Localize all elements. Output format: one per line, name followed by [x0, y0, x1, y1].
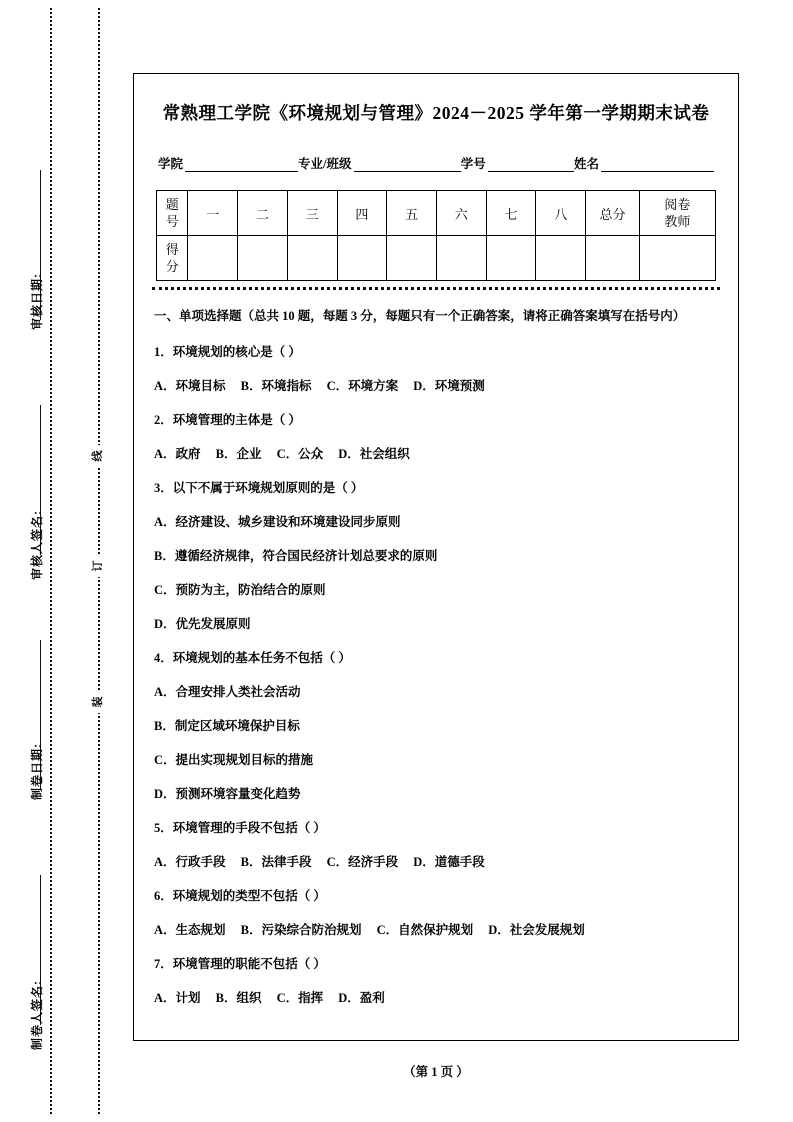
option-4-d[interactable]: D．预测环境容量变化趋势	[154, 787, 301, 801]
row-header-score	[157, 236, 188, 281]
option-5-a[interactable]: A．行政手段	[154, 855, 226, 869]
page-footer: （第 1 页 ）	[403, 1065, 469, 1079]
field-label-student-id: 学号	[460, 157, 486, 171]
option-2-a[interactable]: A．政府	[154, 447, 201, 461]
label-audit-date: 审核日期:	[30, 273, 44, 330]
field-label-college: 学院	[158, 157, 184, 171]
row-header-question-number-ch2: 号	[165, 214, 179, 229]
option-5-d[interactable]: D．道德手段	[413, 855, 485, 869]
option-6-b[interactable]: B．污染综合防治规划	[240, 923, 362, 937]
option-4-a[interactable]: A．合理安排人类社会活动	[154, 685, 301, 699]
option-1-b[interactable]: B．环境指标	[240, 379, 312, 393]
exam-sheet-border	[133, 73, 739, 1041]
table-row-scores	[157, 236, 716, 281]
seal-dotted-line-outer	[50, 8, 52, 1114]
field-label-major-class: 专业/班级	[298, 157, 352, 171]
label-auditor-signature: 审核人签名:	[30, 510, 44, 580]
score-col-header-4: 四	[337, 191, 387, 236]
option-5-b[interactable]: B．法律手段	[240, 855, 312, 869]
score-cell-1[interactable]	[188, 236, 238, 281]
grader-label-ch2: 教师	[664, 214, 691, 229]
row-header-score-ch2: 分	[165, 259, 179, 274]
score-cell-6[interactable]	[436, 236, 486, 281]
question-stem-3: 3．以下不属于环境规划原则的是（ ）	[154, 481, 364, 495]
row-header-score-ch1: 得	[165, 242, 179, 257]
option-3-d[interactable]: D．优先发展原则	[154, 617, 251, 631]
option-2-b[interactable]: B．企业	[215, 447, 262, 461]
question-options-6	[154, 919, 718, 942]
question-stem-2: 2．环境管理的主体是（ ）	[154, 413, 301, 427]
option-6-a[interactable]: A．生态规划	[154, 923, 226, 937]
row-header-question-number-ch1: 题	[165, 197, 179, 212]
option-4-c[interactable]: C．提出实现规划目标的措施	[154, 753, 314, 767]
option-6-c[interactable]: C．自然保护规划	[376, 923, 474, 937]
option-3-c[interactable]: C．预防为主，防治结合的原则	[154, 583, 326, 597]
question-stem-7: 7．环境管理的职能不包括（ ）	[154, 957, 326, 971]
option-6-d[interactable]: D．社会发展规划	[488, 923, 585, 937]
score-col-header-total: 总分	[586, 191, 640, 236]
question-options-2	[154, 443, 718, 466]
option-1-a[interactable]: A．环境目标	[154, 379, 226, 393]
page-title: 常熟理工学院《环境规划与管理》2024－2025 学年第一学期期末试卷	[162, 103, 710, 123]
section-divider-dotted	[152, 287, 720, 290]
table-row-question-numbers	[157, 191, 716, 236]
questions-area	[154, 304, 718, 1010]
question-options-7	[154, 987, 718, 1010]
question-stem-6: 6．环境规划的类型不包括（ ）	[154, 889, 326, 903]
score-cell-grader[interactable]	[639, 236, 715, 281]
question-options-5	[154, 851, 718, 874]
field-label-name: 姓名	[573, 157, 599, 171]
score-col-header-5: 五	[387, 191, 437, 236]
score-cell-7[interactable]	[486, 236, 536, 281]
option-7-d[interactable]: D．盈利	[338, 991, 385, 1005]
option-1-d[interactable]: D．环境预测	[413, 379, 485, 393]
seal-margin	[0, 0, 133, 1122]
score-col-header-8: 八	[536, 191, 586, 236]
score-cell-5[interactable]	[387, 236, 437, 281]
field-input-name[interactable]	[601, 158, 714, 172]
field-input-major-class[interactable]	[354, 158, 461, 172]
score-cell-2[interactable]	[238, 236, 288, 281]
row-header-question-number	[157, 191, 188, 236]
option-2-d[interactable]: D．社会组织	[338, 447, 410, 461]
field-input-student-id[interactable]	[488, 158, 574, 172]
score-cell-total[interactable]	[586, 236, 640, 281]
field-input-college[interactable]	[185, 158, 298, 172]
seal-char-bind: 订	[90, 555, 106, 577]
score-cell-3[interactable]	[287, 236, 337, 281]
question-stem-5: 5．环境管理的手段不包括（ ）	[154, 821, 326, 835]
option-7-c[interactable]: C．指挥	[276, 991, 324, 1005]
option-3-a[interactable]: A．经济建设、城乡建设和环境建设同步原则	[154, 515, 401, 529]
option-7-a[interactable]: A．计划	[154, 991, 201, 1005]
score-col-header-7: 七	[486, 191, 536, 236]
option-2-c[interactable]: C．公众	[276, 447, 324, 461]
score-table	[156, 190, 716, 281]
score-cell-4[interactable]	[337, 236, 387, 281]
seal-char-line: 线	[90, 445, 106, 467]
score-col-header-grader	[639, 191, 715, 236]
score-col-header-2: 二	[238, 191, 288, 236]
student-info-row	[158, 154, 714, 172]
option-3-b[interactable]: B．遵循经济规律，符合国民经济计划总要求的原则	[154, 549, 438, 563]
option-5-c[interactable]: C．经济手段	[326, 855, 399, 869]
seal-char-wrap: 装	[90, 691, 106, 713]
score-col-header-1: 一	[188, 191, 238, 236]
score-cell-8[interactable]	[536, 236, 586, 281]
question-stem-1: 1．环境规划的核心是（ ）	[154, 345, 301, 359]
option-7-b[interactable]: B．组织	[215, 991, 262, 1005]
label-preparer-signature: 制卷人签名:	[30, 980, 44, 1050]
option-1-c[interactable]: C．环境方案	[326, 379, 399, 393]
label-prepare-date: 制卷日期:	[30, 743, 44, 800]
section-heading-1: 一、单项选择题（总共 10 题，每题 3 分，每题只有一个正确答案，请将正确答案填写在括号内）	[154, 309, 686, 323]
score-col-header-3: 三	[287, 191, 337, 236]
option-4-b[interactable]: B．制定区域环境保护目标	[154, 719, 300, 733]
question-stem-4: 4．环境规划的基本任务不包括（ ）	[154, 651, 351, 665]
grader-label-ch1: 阅卷	[664, 197, 691, 212]
question-options-1	[154, 375, 718, 398]
score-col-header-6: 六	[436, 191, 486, 236]
